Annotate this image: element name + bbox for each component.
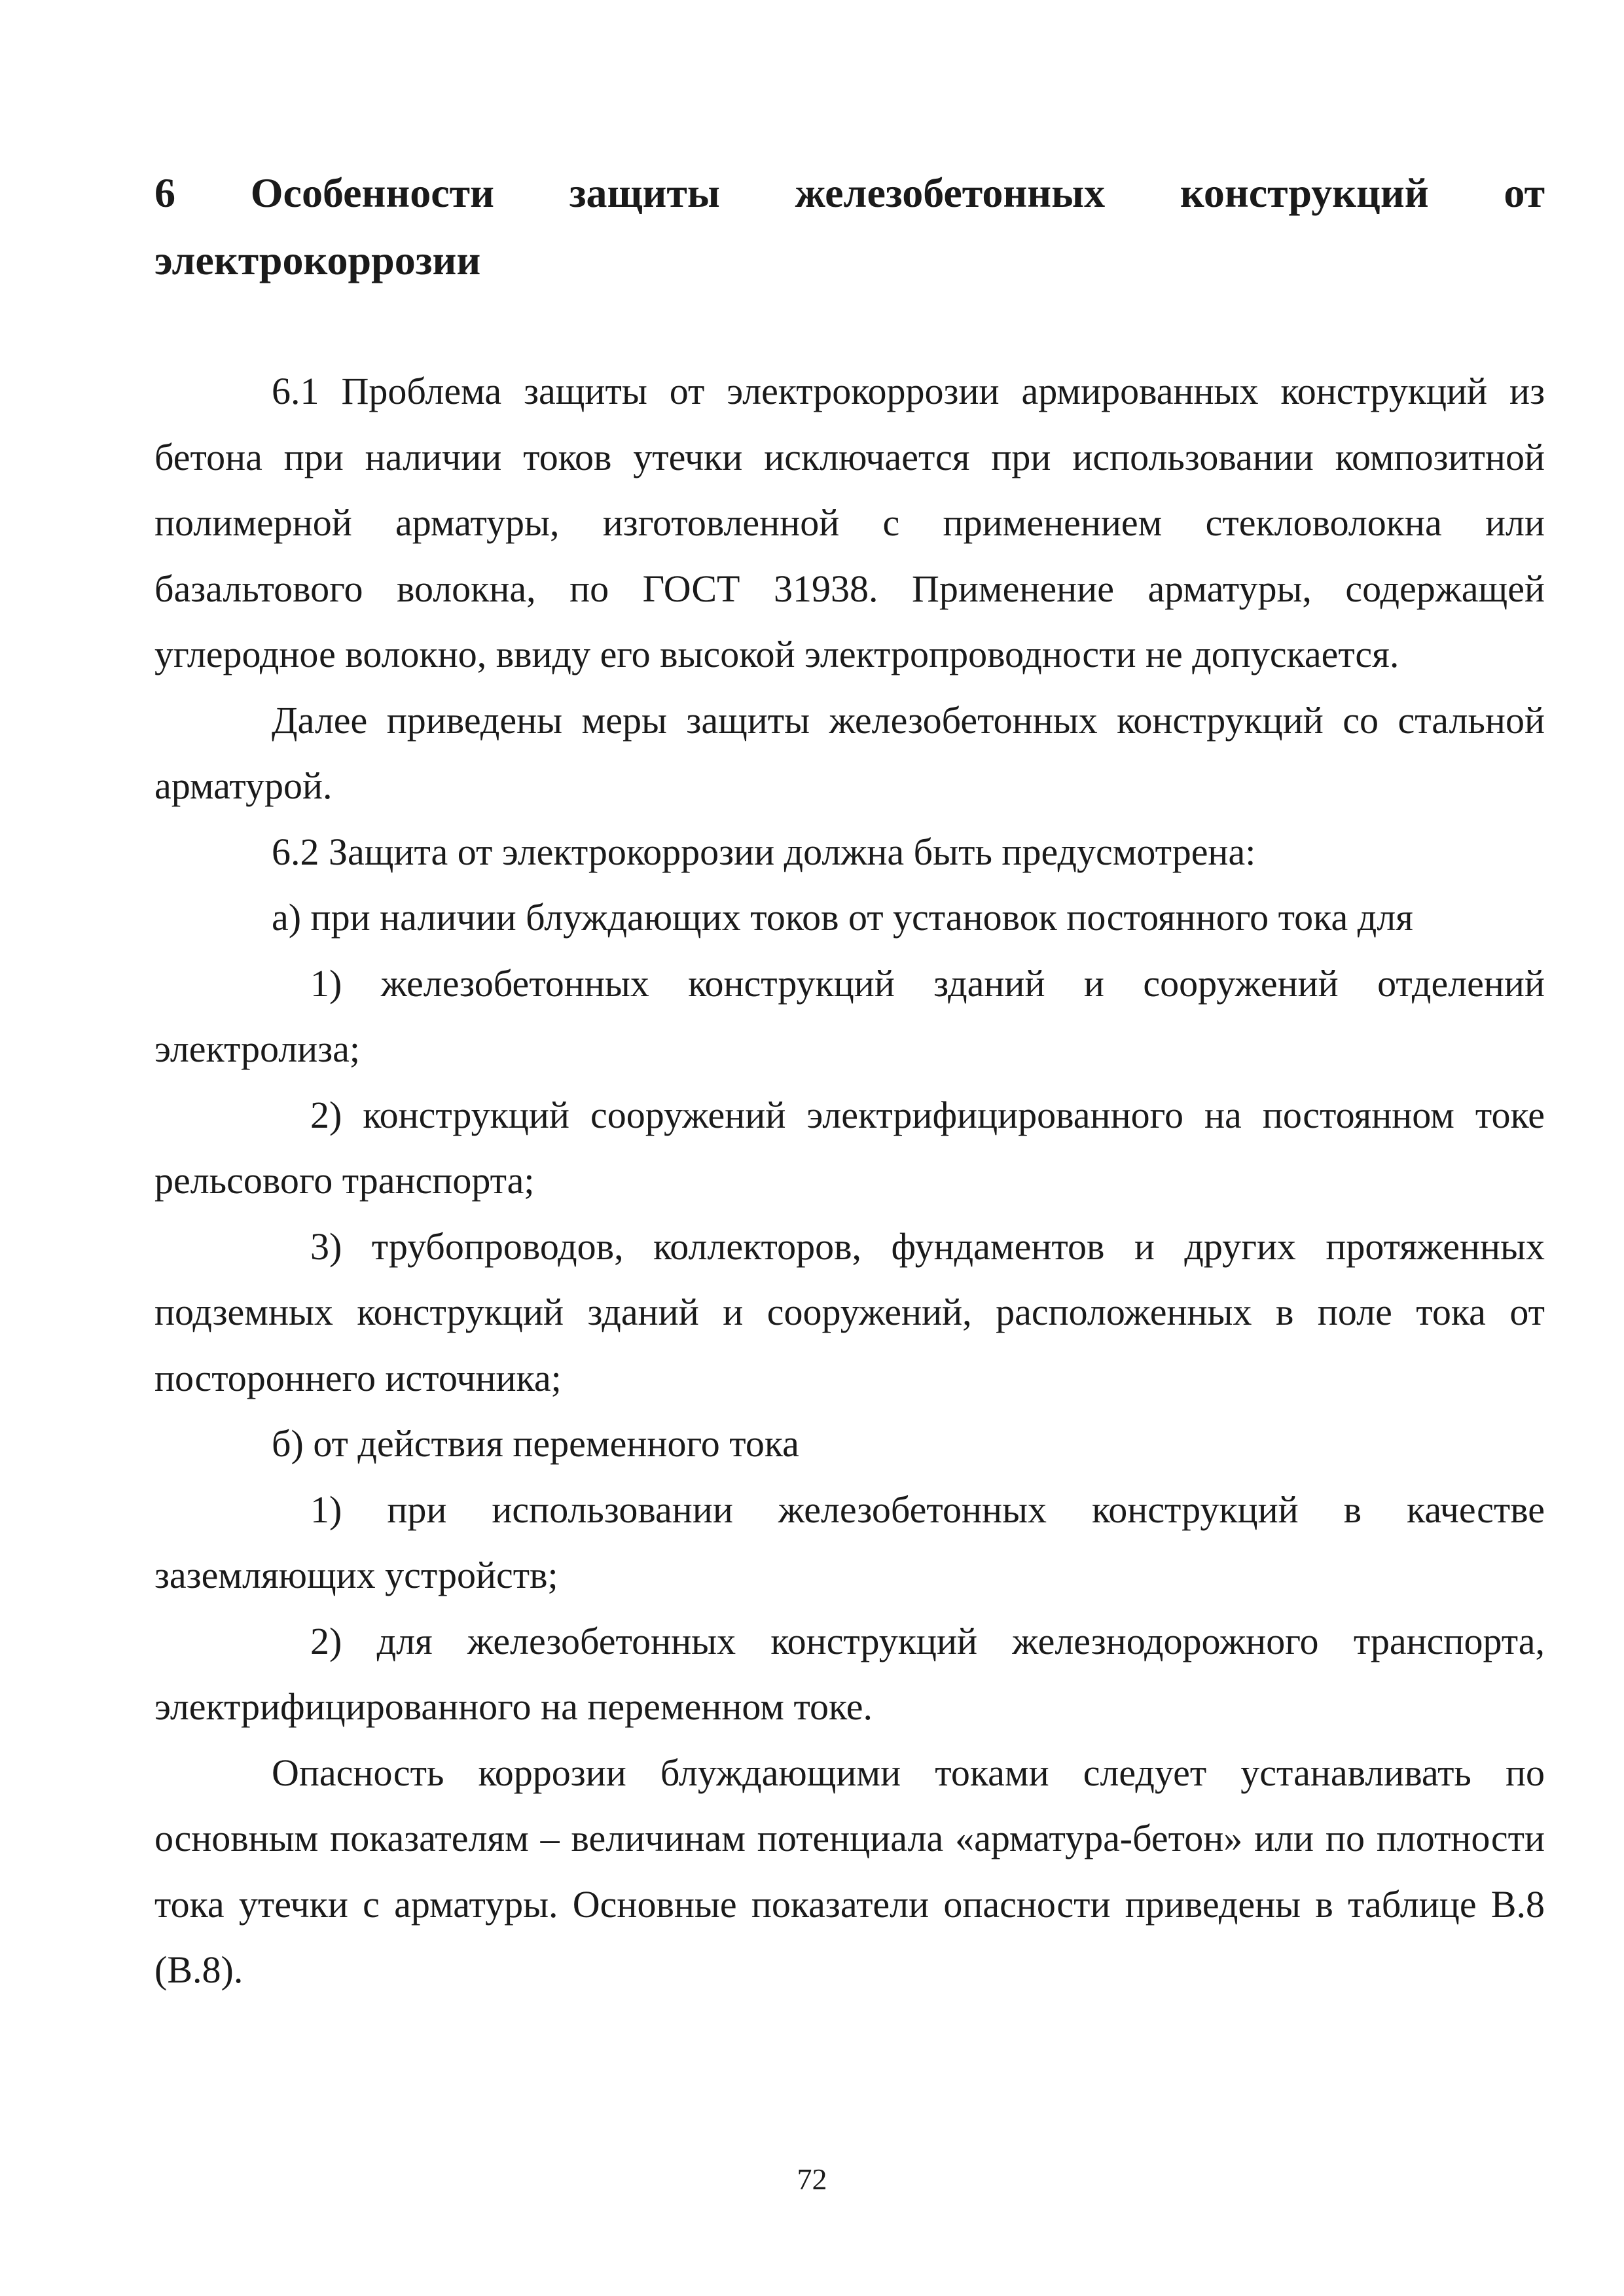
list-item-a-1: 1) железобетонных конструкций зданий и сооружений отделений электролиза; bbox=[154, 961, 1545, 1070]
paragraph-further-measures: Далее приведены меры защиты железобетонных конструкций со стальной арматурой. bbox=[154, 698, 1545, 807]
page-number: 72 bbox=[797, 2162, 827, 2196]
list-item-a: а) при наличии блуждающих токов от установок постоянного тока для bbox=[272, 896, 1413, 939]
list-item-b-1: 1) при использовании железобетонных конструкций в качестве заземляющих устройств; bbox=[154, 1488, 1545, 1596]
list-item-b-2: 2) для железобетонных конструкций железнодорожного транспорта, электрифицированного на переменном токе. bbox=[154, 1619, 1545, 1728]
document-body bbox=[154, 359, 1545, 2003]
paragraph-6-1: 6.1 Проблема защиты от электрокоррозии армированных конструкций из бетона при наличии токов утечки исключается при использовании композитной полимерной арматуры, изготовленной с применением стекловолокна или базальтового волокна, по ГОСТ 31938. Применение арматуры, содержащей углеродное волокно, ввиду его высокой электропроводности не допускается. bbox=[154, 370, 1545, 675]
section-heading-line-2: электрокоррозии bbox=[154, 237, 481, 283]
list-item-a-2: 2) конструкций сооружений электрифицированного на постоянном токе рельсового транспорта; bbox=[154, 1093, 1545, 1202]
list-item-b: б) от действия переменного тока bbox=[272, 1422, 799, 1465]
list-item-a-3: 3) трубопроводов, коллекторов, фундаментов и других протяженных подземных конструкций зданий и сооружений, расположенных в поле тока от постороннего источника; bbox=[154, 1225, 1545, 1399]
section-heading-line-1: 6 Особенности защиты железобетонных конструкций от bbox=[154, 170, 1545, 216]
paragraph-6-2: 6.2 Защита от электрокоррозии должна быть предусмотрена: bbox=[272, 830, 1256, 873]
paragraph-corrosion-danger: Опасность коррозии блуждающими токами следует устанавливать по основным показателям – величинам потенциала «арматура-бетон» или по плотности тока утечки с арматуры. Основные показатели опасности приведены в таблице В.8 (В.8). bbox=[154, 1751, 1545, 1991]
